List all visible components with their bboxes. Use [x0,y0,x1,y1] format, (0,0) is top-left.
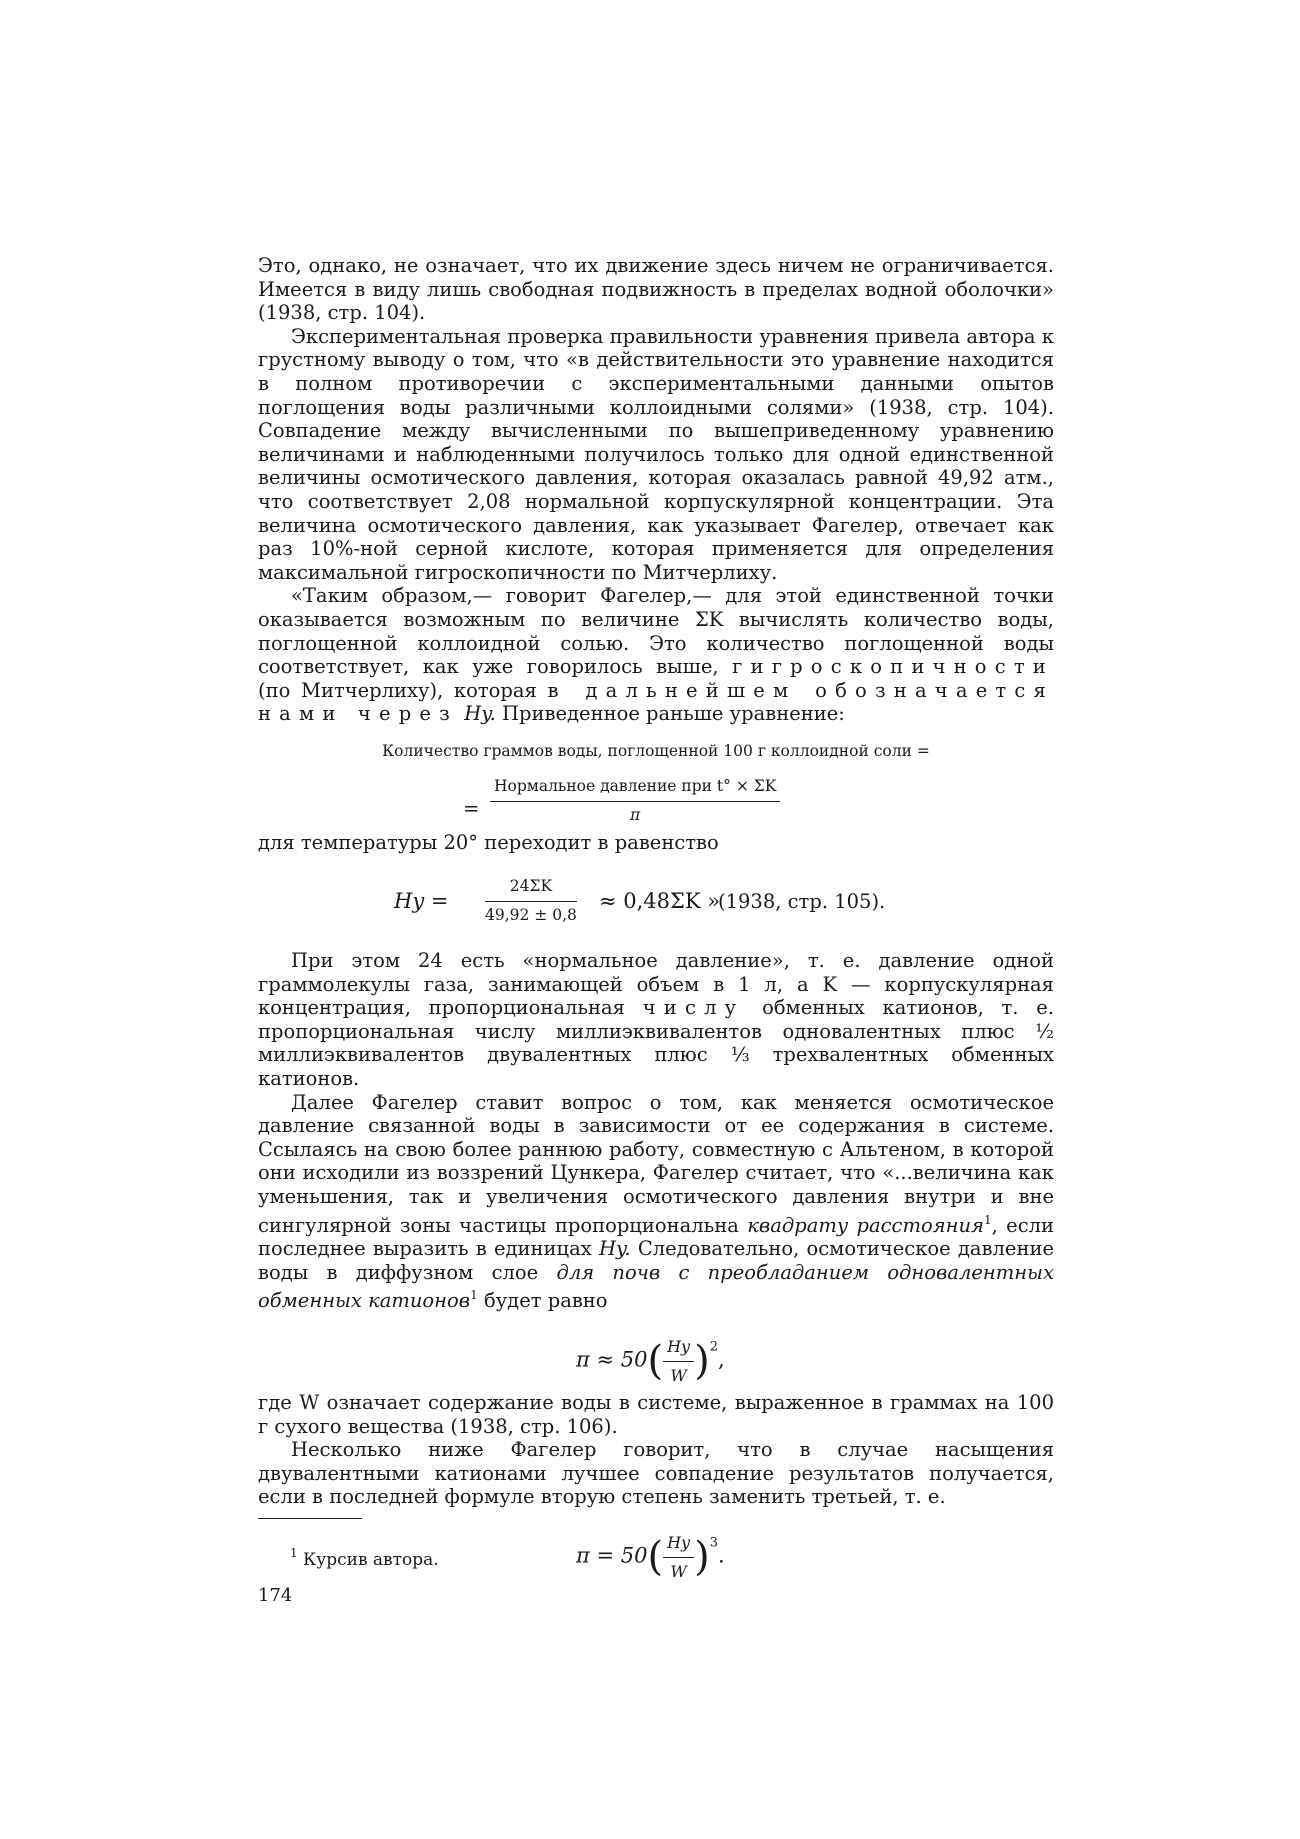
equation-4-numerator: Hy [663,1531,694,1558]
italic-square-distance: квадрату расстояния [747,1213,984,1237]
footnote-marker: 1 [470,1288,478,1303]
paren-open: ( [647,1534,664,1581]
paragraph-5-text-b: обменных катионов, т. е. пропорциональная числу миллиэквивалентов одновалентных плюс ½ миллиэквивалентов двувалентных плюс ⅓ трехвалентных обменных катионов. [258,996,1054,1091]
paragraph-5-text-a: При этом 24 есть «нормальное давление», т. е. давление одной граммолекулы газа, занимающей объем в 1 л, а K — корпускулярная концентрация, пропорциональная [258,949,1054,1020]
equation-3-content [576,1335,725,1387]
equation-2-lhs: Hy = [394,889,449,914]
paragraph-8: Несколько ниже Фагелер говорит, что в случае насыщения двувалентными катионами лучшее совпадение результатов получается, если в последней формуле вторую степень заменить третьей, т. е. [258,1438,1054,1509]
paragraph-5 [258,949,1054,1091]
footnote-text: Курсив автора. [303,1550,439,1570]
equation-4-exponent: 3 [709,1535,718,1551]
equation-2-reference: (1938, стр. 105). [718,890,886,914]
equation-3-exponent: 2 [709,1339,718,1355]
page-number: 174 [258,1585,293,1606]
equation-1-line-2 [258,775,1054,831]
paragraph-6-text-c: Следовательно, осмотическое давление воды в диффузном слое [258,1237,1054,1284]
paragraph-3-text-b: (по Митчерлиху), которая [258,678,537,702]
footnote-marker: 1 [983,1212,992,1227]
body-text [258,254,1054,1587]
spaced-phrase-designation: в дальнейшем обозначается нами через [258,678,1055,726]
equation-2-numerator: 24ΣK [485,875,577,902]
paragraph-6 [258,1091,1054,1313]
paragraph-3 [258,584,1054,726]
italic-soils-monovalent: для почв с преобладанием одновалентных обменных катионов [258,1260,1054,1313]
paragraph-6-text-a: Далее Фагелер ставит вопрос о том, как меняется осмотическое давление связанной воды в зависимости от ее содержания в системе. Ссылаясь на свою более раннюю работу, совместную с Альтеном, в которой они исходили из воззрений Цункера, Фагелер считает, что «...величина как уменьшения, так и увеличения осмотического давления внутри и вне сингулярной зоны частицы пропорциональна [258,1090,1054,1237]
symbol-hy: Hy. [598,1237,631,1261]
equation-3-denominator: W [670,1365,687,1385]
equation-4-tail: . [717,1543,725,1568]
equation-2-rhs: ≈ 0,48ΣK » [599,889,721,914]
equation-1-line-1: Количество граммов воды, поглощенной 100 г коллоидной соли = [382,741,930,760]
paragraph-2: Экспериментальная проверка правильности уравнения привела автора к грустному выводу о том, что «в действительности это уравнение находится в полном противоречии с экспериментальными данными опытов поглощения воды различными коллоидными солями» (1938, стр. 104). Совпадение между вычисленными по вышеприведенному уравнению величинами и наблюденными получилось только для одной единственной величины осмотического давления, которая оказалась равной 49,92 атм., что соответствует 2,08 нормальной корпускулярной концентрации. Эта величина осмотического давления, как указывает Фагелер, отвечает как раз 10%-ной серной кислоте, которая применяется для определения максимальной гигроскопичности по Митчерлиху. [258,324,1054,584]
equation-4-lhs: π = 50 [576,1543,648,1568]
paragraph-4: для температуры 20° переходит в равенство [258,831,719,855]
footnote [290,1546,439,1570]
equation-2-fraction [485,875,577,927]
equation-4-denominator: W [670,1561,687,1581]
equation-3 [258,1329,1054,1385]
footnote-number: 1 [290,1546,298,1560]
equation-3-tail: , [717,1347,725,1372]
paren-close: ) [694,1534,710,1581]
paragraph-1: Это, однако, не означает, что их движение здесь ничем не ограничивается. Имеется в виду лишь свободная подвижность в пределах водной оболочки» (1938, стр. 104). [258,254,1054,325]
equation-3-numerator: Hy [663,1335,694,1362]
equation-2-denominator: 49,92 ± 0,8 [485,905,577,924]
paragraph-3-text-a: «Таким образом,— говорит Фагелер,— для этой единственной точки оказывается возможным по величине ΣK вычислять количество воды, поглощенной коллоидной солью. Это количество поглощенной воды соответствует, как уже говорилось выше, [258,584,1054,679]
equation-2 [258,875,1054,929]
paragraph-6-text-b: , если последнее выразить в единицах [258,1213,1055,1261]
paragraph-6-text-d: будет равно [483,1289,608,1313]
equation-4-fraction [663,1531,694,1583]
paren-open: ( [647,1338,664,1385]
equation-1-denominator: π [630,806,641,825]
symbol-hy: Hy. [464,702,496,726]
equals-sign: = [463,797,480,821]
paragraph-7: где W означает содержание воды в системе, выраженное в граммах на 100 г сухого вещества (1938, стр. 106). [258,1390,1054,1438]
equation-3-lhs: π ≈ 50 [576,1347,648,1372]
equation-1-numerator: Нормальное давление при t° × ΣK [490,775,780,802]
footnote-rule [258,1518,362,1519]
spaced-word-hygroscopicity: гигроскопичности [732,655,1054,679]
equation-3-fraction [663,1335,694,1387]
spaced-word-number: числу [642,996,745,1020]
equation-4-content [576,1531,725,1583]
equation-1-fraction [490,775,780,827]
paren-close: ) [694,1338,710,1385]
paragraph-3-text-c: Приведенное раньше уравнение: [502,702,845,726]
